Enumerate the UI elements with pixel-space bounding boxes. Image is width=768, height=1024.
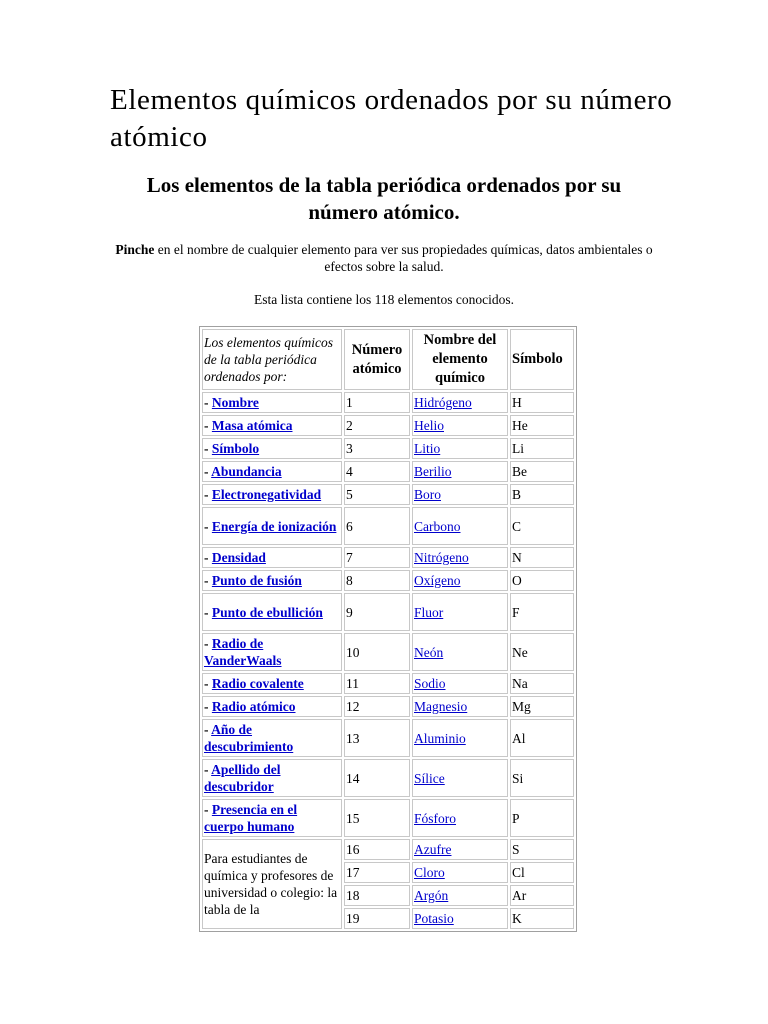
element-symbol-cell: H: [510, 392, 574, 413]
element-symbol-cell: Al: [510, 719, 574, 757]
atomic-number-cell: 3: [344, 438, 410, 459]
sort-option-cell: [202, 507, 342, 545]
table-row: [202, 633, 574, 671]
sort-option-link[interactable]: Masa atómica: [211, 418, 293, 433]
header-name: Nombre del elemento químico: [412, 329, 508, 390]
table-row: [202, 839, 574, 860]
sort-option-dash: -: [204, 418, 212, 433]
element-name-cell: [412, 392, 508, 413]
element-name-link[interactable]: Neón: [414, 644, 444, 660]
sort-option-cell: [202, 719, 342, 757]
table-row: [202, 547, 574, 568]
element-name-cell: [412, 908, 508, 929]
element-name-link[interactable]: Magnesio: [414, 699, 468, 714]
element-count-text: Esta lista contiene los 118 elementos conocidos.: [253, 292, 515, 307]
atomic-number-cell: 4: [344, 461, 410, 482]
atomic-number-cell: 9: [344, 593, 410, 631]
element-name-cell: [412, 461, 508, 482]
header-number: Número atómico: [344, 329, 410, 390]
element-name-cell: [412, 719, 508, 757]
atomic-number-cell: 1: [344, 392, 410, 413]
sort-option-cell: [202, 570, 342, 591]
table-row: [202, 570, 574, 591]
element-symbol-cell: O: [510, 570, 574, 591]
atomic-number-cell: 2: [344, 415, 410, 436]
element-name-cell: [412, 633, 508, 671]
element-name-link[interactable]: Hidrógeno: [414, 395, 472, 410]
element-symbol-cell: Cl: [510, 862, 574, 883]
sort-option-cell: [202, 484, 342, 505]
table-header-row: [202, 329, 574, 390]
sort-option-cell: [202, 673, 342, 694]
element-name-link[interactable]: Helio: [414, 418, 444, 433]
element-symbol-cell: Si: [510, 759, 574, 797]
instruction-bold: Pinche: [115, 242, 155, 257]
element-symbol-cell: Mg: [510, 696, 574, 717]
atomic-number-cell: 11: [344, 673, 410, 694]
atomic-number-cell: 18: [344, 885, 410, 906]
table-row: [202, 415, 574, 436]
table-row: [202, 759, 574, 797]
element-name-cell: [412, 759, 508, 797]
table-row: [202, 673, 574, 694]
sort-option-dash: -: [204, 518, 212, 534]
element-name-cell: [412, 862, 508, 883]
sort-option-link[interactable]: Radio covalente: [211, 676, 304, 691]
element-name-link[interactable]: Azufre: [414, 842, 452, 857]
sort-option-link[interactable]: Nombre: [211, 395, 259, 410]
sort-option-cell: [202, 392, 342, 413]
atomic-number-cell: 12: [344, 696, 410, 717]
table-row: [202, 461, 574, 482]
sort-option-cell: [202, 461, 342, 482]
info-text-cell: Para estudiantes de química y profesores de universidad o colegio: la tabla de la: [202, 839, 342, 929]
element-symbol-cell: B: [510, 484, 574, 505]
element-symbol-cell: S: [510, 839, 574, 860]
element-name-link[interactable]: Carbono: [414, 518, 461, 534]
sort-option-link[interactable]: Densidad: [211, 550, 266, 565]
sort-option-dash: -: [204, 464, 212, 479]
element-name-cell: [412, 673, 508, 694]
element-symbol-cell: F: [510, 593, 574, 631]
element-name-cell: [412, 484, 508, 505]
sort-option-dash: -: [204, 573, 212, 588]
sort-option-dash: -: [204, 762, 212, 777]
element-name-link[interactable]: Litio: [414, 441, 441, 456]
element-name-cell: [412, 507, 508, 545]
table-body: [202, 392, 574, 929]
element-name-link[interactable]: Berilio: [414, 464, 452, 479]
element-name-link[interactable]: Nitrógeno: [414, 550, 469, 565]
sort-option-dash: -: [204, 676, 212, 691]
sort-option-cell: [202, 415, 342, 436]
sort-option-dash: -: [204, 395, 212, 410]
element-name-cell: [412, 415, 508, 436]
sort-option-link[interactable]: Radio de VanderWaals: [204, 636, 282, 668]
sort-option-link[interactable]: Radio atómico: [211, 699, 296, 714]
instruction-rest: en el nombre de cualquier elemento para ver sus propiedades químicas, datos ambientales o efectos sobre la salud.: [154, 242, 653, 274]
sort-option-dash: -: [204, 636, 212, 651]
atomic-number-cell: 6: [344, 507, 410, 545]
sort-option-cell: [202, 759, 342, 797]
instruction-text: [112, 241, 656, 275]
sort-option-dash: -: [204, 550, 212, 565]
sort-option-link[interactable]: Energía de ionización: [211, 518, 337, 534]
atomic-number-cell: 16: [344, 839, 410, 860]
element-name-link[interactable]: Sílice: [414, 770, 445, 786]
atomic-number-cell: 10: [344, 633, 410, 671]
table-row: [202, 484, 574, 505]
sort-option-dash: -: [204, 604, 212, 620]
header-symbol: Símbolo: [510, 329, 574, 390]
element-name-link[interactable]: Oxígeno: [414, 573, 461, 588]
sort-option-link[interactable]: Año de descubrimiento: [204, 722, 294, 754]
atomic-number-cell: 19: [344, 908, 410, 929]
element-symbol-cell: He: [510, 415, 574, 436]
sort-option-cell: [202, 799, 342, 837]
element-symbol-cell: Na: [510, 673, 574, 694]
element-name-cell: [412, 438, 508, 459]
element-name-link[interactable]: Fluor: [414, 604, 444, 620]
sort-option-cell: [202, 633, 342, 671]
atomic-number-cell: 7: [344, 547, 410, 568]
sort-option-link[interactable]: Punto de ebullición: [211, 604, 323, 620]
sort-option-dash: -: [204, 722, 212, 737]
element-symbol-cell: C: [510, 507, 574, 545]
sort-option-link[interactable]: Presencia en el cuerpo humano: [204, 802, 298, 834]
atomic-number-cell: 15: [344, 799, 410, 837]
element-symbol-cell: K: [510, 908, 574, 929]
sort-option-dash: -: [204, 699, 212, 714]
element-name-cell: [412, 799, 508, 837]
sort-option-link[interactable]: Abundancia: [211, 464, 282, 479]
page-title: Elementos químicos ordenados por su número atómico: [110, 84, 673, 153]
element-name-link[interactable]: Aluminio: [414, 730, 466, 746]
element-symbol-cell: N: [510, 547, 574, 568]
sort-option-link[interactable]: Punto de fusión: [211, 573, 302, 588]
sort-option-link[interactable]: Apellido del descubridor: [204, 762, 281, 794]
sort-option-cell: [202, 438, 342, 459]
table-row: [202, 438, 574, 459]
element-name-link[interactable]: Argón: [414, 888, 449, 903]
element-name-cell: [412, 547, 508, 568]
element-name-link[interactable]: Boro: [414, 487, 441, 502]
element-symbol-cell: Be: [510, 461, 574, 482]
table-row: [202, 719, 574, 757]
sort-option-link[interactable]: Electronegatividad: [211, 487, 322, 502]
sort-option-dash: -: [204, 487, 212, 502]
atomic-number-cell: 5: [344, 484, 410, 505]
element-name-link[interactable]: Cloro: [414, 865, 445, 880]
sort-option-link[interactable]: Símbolo: [211, 441, 260, 456]
sort-by-label: Los elementos químicos de la tabla periódica ordenados por:: [202, 329, 342, 390]
atomic-number-cell: 8: [344, 570, 410, 591]
sort-option-cell: [202, 593, 342, 631]
element-name-cell: [412, 839, 508, 860]
table-row: [202, 507, 574, 545]
atomic-number-cell: 14: [344, 759, 410, 797]
element-symbol-cell: Ne: [510, 633, 574, 671]
sort-option-cell: [202, 547, 342, 568]
table-row: [202, 593, 574, 631]
atomic-number-cell: 13: [344, 719, 410, 757]
sort-option-dash: -: [204, 802, 212, 817]
element-symbol-cell: Li: [510, 438, 574, 459]
element-name-cell: [412, 696, 508, 717]
element-symbol-cell: P: [510, 799, 574, 837]
element-name-link[interactable]: Sodio: [414, 676, 446, 691]
element-name-cell: [412, 593, 508, 631]
table-row: [202, 799, 574, 837]
sort-option-dash: -: [204, 441, 212, 456]
page-subtitle: Los elementos de la tabla periódica ordenados por su número atómico.: [146, 173, 622, 224]
element-name-link[interactable]: Potasio: [414, 911, 454, 926]
element-name-link[interactable]: Fósforo: [414, 810, 457, 826]
table-row: [202, 696, 574, 717]
element-name-cell: [412, 885, 508, 906]
elements-table: [199, 326, 577, 932]
sort-option-cell: [202, 696, 342, 717]
table-row: [202, 392, 574, 413]
element-name-cell: [412, 570, 508, 591]
element-symbol-cell: Ar: [510, 885, 574, 906]
atomic-number-cell: 17: [344, 862, 410, 883]
